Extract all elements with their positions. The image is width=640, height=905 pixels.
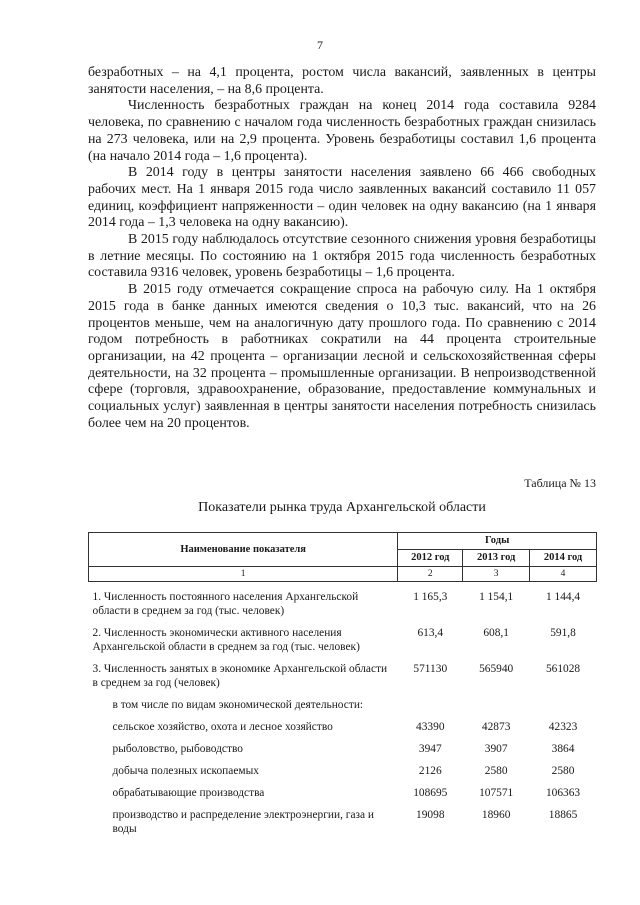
row-value: 3864 [551, 743, 575, 755]
table-row [89, 742, 597, 756]
row-value [463, 698, 530, 712]
row-value: 108695 [413, 787, 448, 799]
table-label: Таблица № 13 [524, 476, 596, 490]
column-number: 3 [463, 567, 530, 582]
row-value: 43390 [416, 721, 445, 733]
table-row [89, 720, 597, 734]
header-year: 2012 год [398, 550, 463, 567]
header-year: 2013 год [463, 550, 530, 567]
row-value: 613,4 [417, 627, 444, 639]
table-row [89, 626, 597, 654]
row-name: добыча полезных ископаемых [112, 765, 259, 777]
row-value: 18865 [548, 809, 578, 821]
paragraph: безработных – на 4,1 процента, ростом числа вакансий, заявленных в центры занятости населения, – на 8,6 процента. [88, 65, 596, 97]
row-name: 1. Численность постоянного населения Архангельской области в среднем за год (тыс. человек) [92, 591, 359, 617]
row-value: 18960 [481, 809, 511, 821]
column-number: 4 [530, 567, 597, 582]
row-value: 19098 [416, 809, 445, 821]
row-name: производство и распределение электроэнергии, газа и воды [112, 809, 375, 835]
row-value: 565940 [479, 663, 514, 675]
header-year: 2014 год [530, 550, 597, 567]
column-number: 1 [89, 567, 398, 582]
row-value: 107571 [479, 787, 514, 799]
paragraph: Численность безработных граждан на конец 2014 года составила 9284 человека, по сравнению с началом года численность безработных граждан снизилась на 273 человека, или на 2,9 процента. Уровень безработицы составил 1,6 процента (на начало 2014 года – 1,6 процента). [88, 98, 596, 164]
row-value: 3947 [418, 743, 442, 755]
body-text [88, 65, 596, 432]
table-row [89, 662, 597, 690]
row-name: в том числе по видам экономической деятельности: [112, 699, 364, 711]
paragraph: В 2014 году в центры занятости населения заявлено 66 466 свободных рабочих мест. На 1 января 2015 года число заявленных вакансий составило 11 057 единиц, коэффициент напряженности – один человек на одну вакансию (на 1 января 2014 года – 1,3 человека на одну вакансию). [88, 165, 596, 231]
paragraph: В 2015 году отмечается сокращение спроса на рабочую силу. На 1 октября 2015 года в банке данных имеются сведения о 10,3 тыс. вакансий, что на 26 процентов меньше, чем на аналогичную дату прошлого года. По сравнению с 2014 годом потребность в работниках сократили на 44 процента строительные организации, на 42 процента – организации лесной и сельскохозяйственная сферы деятельности, на 32 процента – промышленные организации. В непроизводственной сфере (торговля, здравоохранение, образование, предоставление коммунальных и социальных услуг) заявленная в центры занятости населения потребность снизилась более чем на 20 процентов. [88, 282, 596, 431]
row-value: 2580 [484, 765, 508, 777]
row-name: рыболовство, рыбоводство [112, 743, 243, 755]
row-value: 608,1 [483, 627, 509, 639]
table-row [89, 808, 597, 836]
table-caption: Показатели рынка труда Архангельской области [198, 500, 486, 515]
page-number: 7 [317, 38, 323, 52]
row-name: 2. Численность экономически активного населения Архангельской области в среднем за год (тыс. человек) [92, 627, 360, 653]
row-value: 591,8 [550, 627, 576, 639]
labor-market-table [88, 532, 597, 836]
row-name: обрабатывающие производства [112, 787, 265, 799]
row-value: 1 154,1 [479, 591, 514, 603]
paragraph: В 2015 году наблюдалось отсутствие сезонного снижения уровня безработицы в летние месяцы. По состоянию на 1 октября 2015 года численность безработных составила 9316 человек, уровень безработицы – 1,6 процента. [88, 232, 596, 281]
row-value: 42873 [481, 721, 511, 733]
row-value: 1 144,4 [545, 591, 581, 603]
row-value: 561028 [545, 663, 581, 675]
header-years: Годы [398, 533, 597, 550]
table-row [89, 698, 597, 712]
row-name: 3. Численность занятых в экономике Архангельской области в среднем за год (человек) [92, 663, 388, 689]
table-row [89, 786, 597, 800]
row-value [398, 698, 463, 712]
row-value: 3907 [484, 743, 508, 755]
row-value [530, 698, 597, 712]
row-value: 1 165,3 [413, 591, 448, 603]
row-value: 2580 [551, 765, 575, 777]
row-value: 106363 [545, 787, 581, 799]
row-value: 42323 [548, 721, 578, 733]
column-number: 2 [398, 567, 463, 582]
header-name: Наименование показателя [89, 533, 398, 567]
row-value: 571130 [413, 663, 448, 675]
row-value: 2126 [418, 765, 442, 777]
row-name: сельское хозяйство, охота и лесное хозяйство [112, 721, 333, 733]
table-row [89, 764, 597, 778]
table-row [89, 590, 597, 618]
